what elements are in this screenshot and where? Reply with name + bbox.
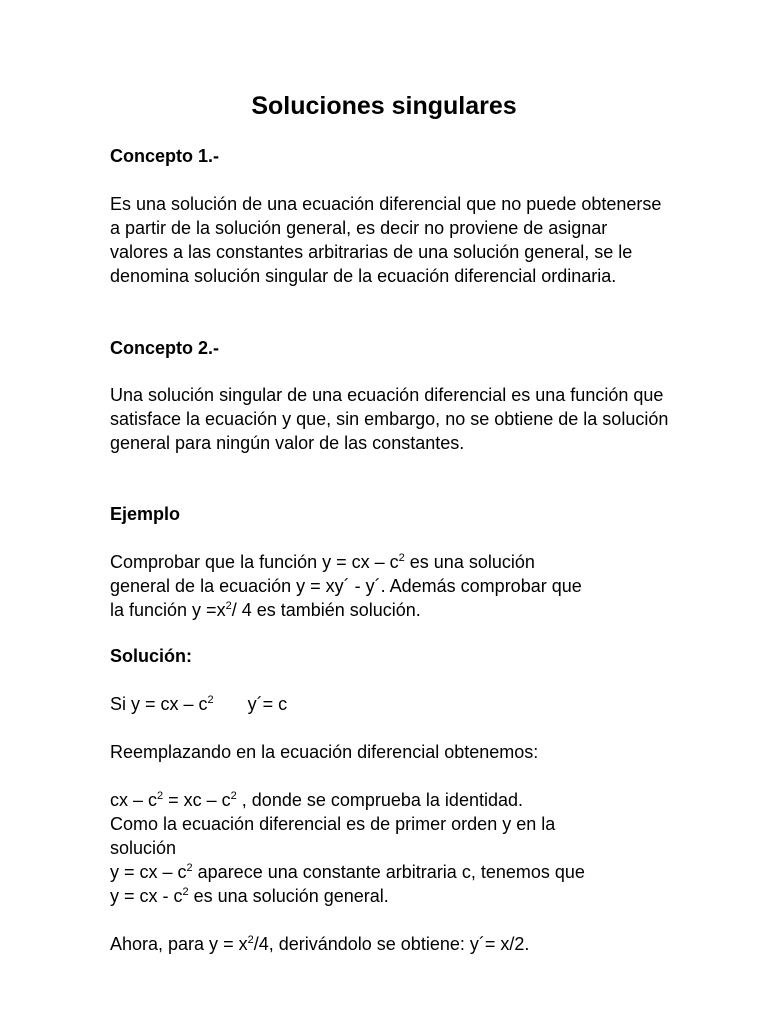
solucion-identidad-superscript-2: 2 <box>230 790 237 802</box>
solucion-y2-line <box>110 884 389 911</box>
solucion-ahora-line <box>110 932 529 959</box>
solucion-y1-text-b: aparece una constante arbitraria c, tenemos que <box>192 862 585 882</box>
solucion-y1-superscript: 2 <box>186 862 193 874</box>
solucion-si-text-a: Si y = cx – c <box>110 694 208 714</box>
concepto-2-body: Una solución singular de una ecuación diferencial es una función que satisface la ecuación y que, sin embargo, no se obtiene de la solución general para ningún valor de las constantes. <box>110 385 669 453</box>
solucion-si-superscript: 2 <box>207 694 214 706</box>
solucion-reemplazando: Reemplazando en la ecuación diferencial obtenemos: <box>110 742 539 762</box>
solucion-ahora-superscript: 2 <box>247 934 254 946</box>
solucion-identidad-superscript-1: 2 <box>157 790 164 802</box>
ejemplo-line-1-text-a: Comprobar que la función y = cx – c <box>110 552 399 572</box>
solucion-y2-text-a: y = cx - c <box>110 886 183 906</box>
concepto-1-heading: Concepto 1.- <box>110 146 220 166</box>
ejemplo-line-3-superscript: 2 <box>225 600 232 612</box>
ejemplo-line-3-text-b: / 4 es también solución. <box>231 600 421 620</box>
solucion-si-line <box>110 692 287 719</box>
concepto-2-heading: Concepto 2.- <box>110 338 220 358</box>
ejemplo-line-3 <box>110 598 421 625</box>
ejemplo-line-2: general de la ecuación y = xy´ - y´. Además comprobar que <box>110 576 582 596</box>
solucion-como-line-2: solución <box>110 838 177 858</box>
solucion-y1-text-a: y = cx – c <box>110 862 187 882</box>
solucion-ahora-text-b: /4, derivándolo se obtiene: y´= x/2. <box>253 934 530 954</box>
ejemplo-line-1-text-b: es una solución <box>404 552 535 572</box>
solucion-como-line-1: Como la ecuación diferencial es de primer orden y en la <box>110 814 556 834</box>
solucion-y2-text-b: es una solución general. <box>188 886 389 906</box>
solucion-identidad-line <box>110 788 523 815</box>
concepto-1-body: Es una solución de una ecuación diferencial que no puede obtenerse a partir de la solución general, es decir no proviene de asignar valores a las constantes arbitrarias de una solución general, se le denomina solución singular de la ecuación diferencial ordinaria. <box>110 194 662 286</box>
ejemplo-heading: Ejemplo <box>110 504 181 524</box>
page-title: Soluciones singulares <box>251 92 517 120</box>
solucion-y1-line <box>110 860 585 887</box>
solucion-identidad-text-a: cx – c <box>110 790 158 810</box>
solucion-identidad-text-c: , donde se comprueba la identidad. <box>236 790 523 810</box>
solucion-heading: Solución: <box>110 646 192 666</box>
solucion-ahora-text-a: Ahora, para y = x <box>110 934 248 954</box>
solucion-y2-superscript: 2 <box>182 886 189 898</box>
ejemplo-line-1 <box>110 550 535 577</box>
ejemplo-line-3-text-a: la función y =x <box>110 600 226 620</box>
solucion-identidad-text-b: = xc – c <box>163 790 231 810</box>
solucion-si-derivative: y´= c <box>247 694 288 714</box>
ejemplo-line-1-superscript: 2 <box>398 552 405 564</box>
